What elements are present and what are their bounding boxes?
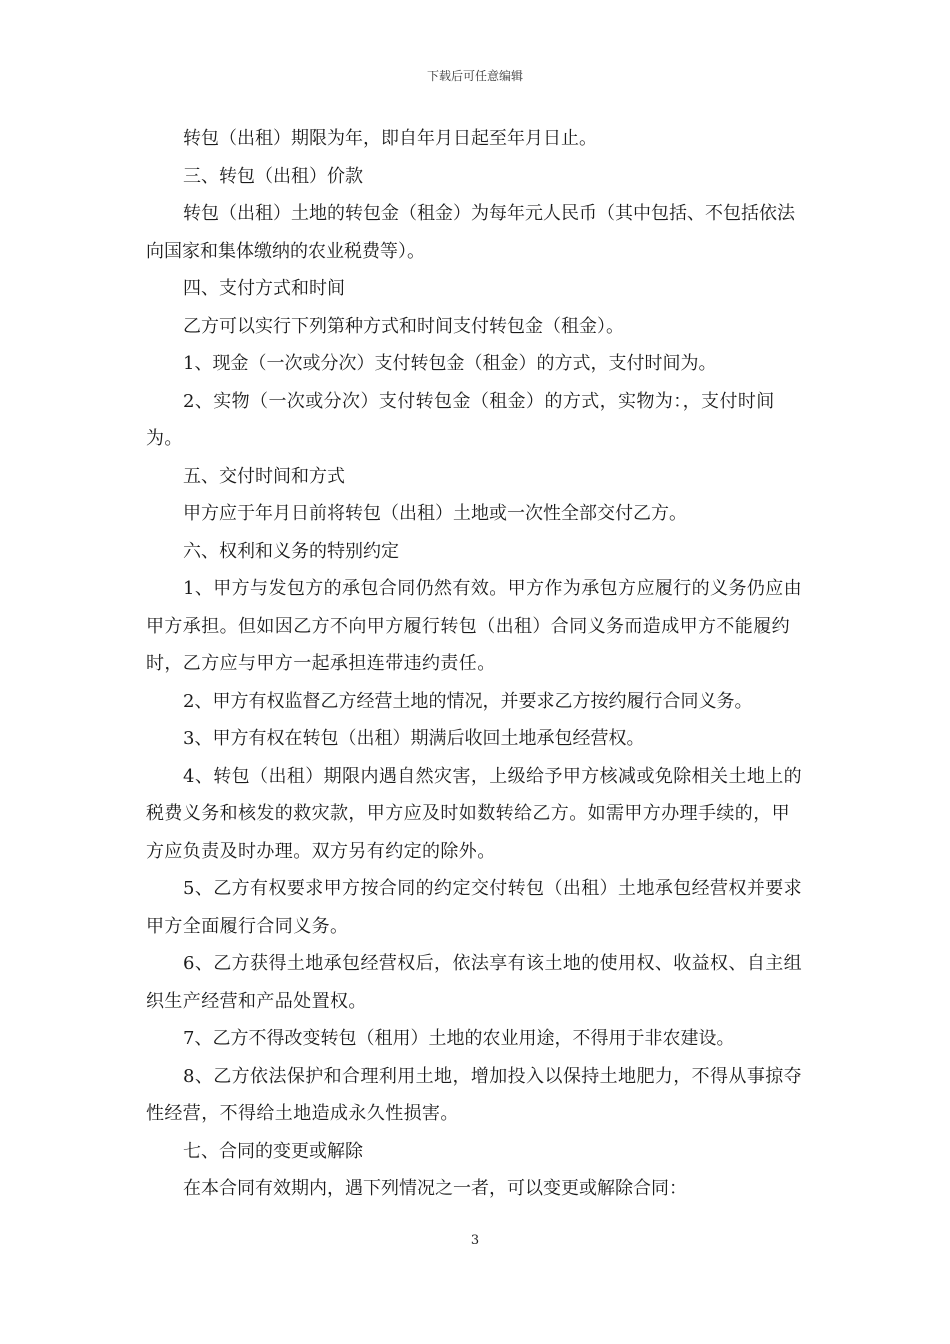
- paragraph-term: 转包（出租）期限为年，即自年月日起至年月日止。: [183, 128, 597, 149]
- section-heading-rights: 六、权利和义务的特别约定: [183, 540, 399, 562]
- paragraph-payment-goods: 2、实物（一次或分次）支付转包金（租金）的方式，实物为：，支付时间为。: [146, 390, 775, 449]
- paragraph-rights-6: 6、乙方获得土地承包经营权后，依法享有该土地的使用权、收益权、自主组织生产经营和产品处置权。: [146, 953, 803, 1012]
- paragraph-rights-8: 8、乙方依法保护和合理利用土地，增加投入以保持土地肥力，不得从事掠夺性经营，不得给土地造成永久性损害。: [146, 1065, 803, 1124]
- section-heading-payment: 四、支付方式和时间: [183, 278, 345, 299]
- page-number: 3: [470, 1233, 480, 1248]
- paragraph-rights-5: 5、乙方有权要求甲方按合同的约定交付转包（出租）土地承包经营权并要求甲方全面履行合同义务。: [146, 878, 803, 937]
- section-heading-delivery: 五、交付时间和方式: [183, 465, 345, 487]
- page-header: 下载后可任意编辑: [426, 69, 523, 83]
- paragraph-price: 转包（出租）土地的转包金（租金）为每年元人民币（其中包括、不包括依法向国家和集体缴纳的农业税费等）。: [146, 203, 795, 262]
- paragraph-rights-7: 7、乙方不得改变转包（租用）土地的农业用途，不得用于非农建设。: [183, 1028, 735, 1049]
- paragraph-rights-1: 1、甲方与发包方的承包合同仍然有效。甲方作为承包方应履行的义务仍应由甲方承担。但如因乙方不向甲方履行转包（出租）合同义务而造成甲方不能履约时，乙方应与甲方一起承担连带违约责任。: [146, 578, 803, 674]
- section-heading-change: 七、合同的变更或解除: [183, 1140, 363, 1162]
- paragraph-payment-intro: 乙方可以实行下列第种方式和时间支付转包金（租金）。: [183, 315, 624, 337]
- paragraph-rights-3: 3、甲方有权在转包（出租）期满后收回土地承包经营权。: [183, 728, 645, 749]
- paragraph-rights-4: 4、转包（出租）期限内遇自然灾害，上级给予甲方核减或免除相关土地上的税费义务和核发的救灾款，甲方应及时如数转给乙方。如需甲方办理手续的，甲方应负责及时办理。双方另有约定的除外。: [146, 765, 803, 862]
- section-heading-price: 三、转包（出租）价款: [183, 165, 363, 187]
- document-body: [146, 120, 806, 1208]
- paragraph-delivery: 甲方应于年月日前将转包（出租）土地或一次性全部交付乙方。: [183, 503, 687, 524]
- paragraph-payment-cash: 1、现金（一次或分次）支付转包金（租金）的方式，支付时间为。: [183, 353, 717, 374]
- paragraph-rights-2: 2、甲方有权监督乙方经营土地的情况，并要求乙方按约履行合同义务。: [183, 690, 753, 712]
- paragraph-change-intro: 在本合同有效期内，遇下列情况之一者，可以变更或解除合同：: [183, 1178, 687, 1199]
